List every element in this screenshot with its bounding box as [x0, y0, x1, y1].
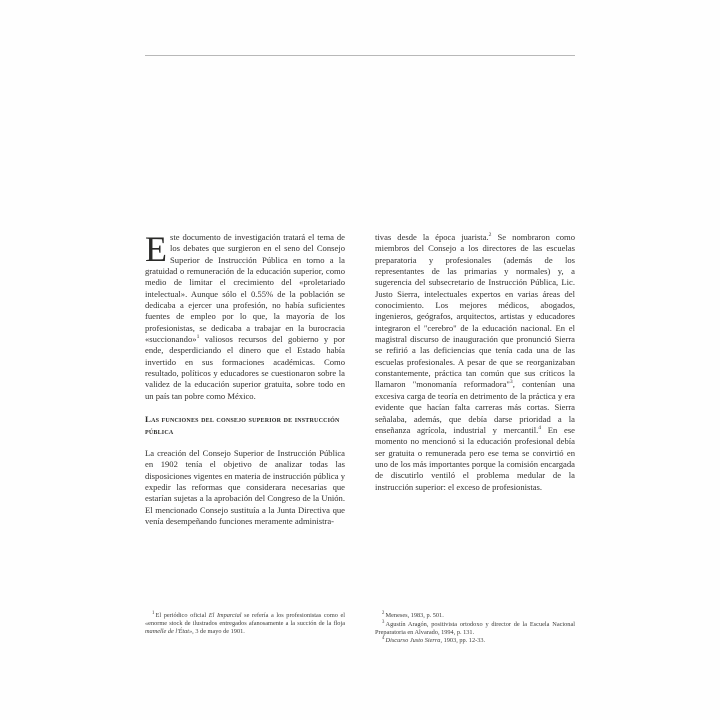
- footnote-text-before: El periódico oficial: [155, 612, 209, 619]
- right-paragraph-1-end: En ese momento no mencionó si la educación profesional debía ser gratuita o remunerada pero ese tema se convirtió en uno de los más importantes porque la comisión encargada de discutirlo ventiló el problema medular de la instrucción superior: el exceso de profesionistas.: [375, 424, 575, 492]
- header-rule: [145, 55, 575, 56]
- footnote-ref-1[interactable]: 1: [196, 334, 200, 341]
- left-paragraph-1: [145, 229, 345, 402]
- footnote-text: Meneses, 1983, p. 501.: [385, 612, 444, 619]
- left-paragraph-1-text: ste documento de investigación tratará el tema de los debates que surgieron en el seno del Consejo Superior de Instrucción Pública en torno a la gratuidad o remuneración de la educación superior, como medio de limitar el crecimiento del «proletariado intelectual». Aunque sólo el 0.55% de la población se dedicaba a ejercer una profesión, no había suficientes fuentes de empleo por lo que, la mayoría de los profesionistas, se dedicaba a trabajar en la burocracia «succionando»: [145, 232, 345, 345]
- footnote-ref-2[interactable]: 2: [488, 232, 492, 239]
- left-paragraph-2: La creación del Consejo Superior de Instrucción Pública en 1902 tenía el objetivo de analizar todas las disposiciones vigentes en materia de instrucción pública y expedir las reformas que considerara necesarias que estarían sujetas a la aprobación del Congreso de la Unión. El mencionado Consejo sustituía a la Junta Directiva que venía desempeñando funciones meramente administra-: [145, 447, 345, 527]
- two-column-body: [145, 229, 575, 645]
- drop-cap-letter: E: [145, 229, 167, 269]
- left-footnote-block: [145, 612, 345, 636]
- right-column: [375, 232, 575, 645]
- footnote-item: [375, 637, 575, 645]
- footnote-number: 4: [382, 636, 385, 642]
- footnote-item: [375, 612, 575, 620]
- footnote-italic-title: Discurso Justo Sierra: [385, 637, 441, 645]
- section-heading: Las funciones del consejo superior de instrucción pública: [145, 414, 340, 436]
- footnote-italic-phrase: mamelle de l'État»: [145, 628, 193, 636]
- footnote-ref-3[interactable]: 3: [509, 379, 513, 386]
- footnote-number: 2: [382, 610, 385, 616]
- footnote-text: Agustín Aragón, positivista ortodoxo y director de la Escuela Nacional Preparatoria en Alvarado, 1994, p. 131.: [375, 620, 575, 636]
- right-paragraph-1: [375, 232, 575, 493]
- footnote-text-after: , 1903, pp. 12-33.: [440, 637, 486, 645]
- footnote-italic-title: El Imparcial: [208, 612, 242, 619]
- right-paragraph-1-text: Se nombraron como miembros del Consejo a los directores de las escuelas preparatoria y profesionales (además de los representantes de las primarias y normales) y, a sugerencia del subsecretario de Instrucción Pública, Lic. Justo Sierra, intelectuales expertos en varias áreas del conocimiento. Los mejores médicos, abogados, ingenieros, geógrafos, arquitectos, artistas y educadores integraron el "cerebro" de la educación nacional. En el magistral discurso de inauguración que pronunció Sierra se refirió a las deficiencias que tenía cada una de las escuelas profesionales. A pesar de que se reorganizaban constantemente, práctica tan común que sus críticos la llamaron "monomanía reformadora": [375, 232, 575, 390]
- left-paragraph-1-continued: valiosos recursos del gobierno y por ende, desperdiciando el dinero que el Estado había invertido en sus formaciones académicas. Como resultado, políticos y educadores se cuestionaron sobre la validez de la educación superior gratuita, sobre todo en un país tan pobre como México.: [145, 334, 345, 401]
- left-column: [145, 229, 345, 636]
- footnote-number: 1: [152, 610, 155, 616]
- footnote-item: [145, 612, 345, 636]
- right-paragraph-1-start: tivas desde la época juarista.: [375, 232, 489, 242]
- footnote-text-middle: se refería a los profesionistas como el «enorme stock de ilustrados entregados afanosamente a la succión de la floja: [145, 612, 345, 628]
- right-paragraph-1-continued: , contenían una excesiva carga de teoría en detrimento de la práctica y era evidente que hacían falta carreras más cortas. Sierra señalaba, además, que debía darse prioridad a la enseñanza agrícola, industrial y mercantil.: [375, 379, 575, 435]
- footnote-ref-4[interactable]: 4: [538, 424, 542, 431]
- footnote-item: [375, 621, 575, 637]
- right-footnote-block: [375, 612, 575, 645]
- footnote-number: 3: [382, 619, 385, 625]
- footnote-text-after: , 3 de mayo de 1901.: [192, 628, 245, 636]
